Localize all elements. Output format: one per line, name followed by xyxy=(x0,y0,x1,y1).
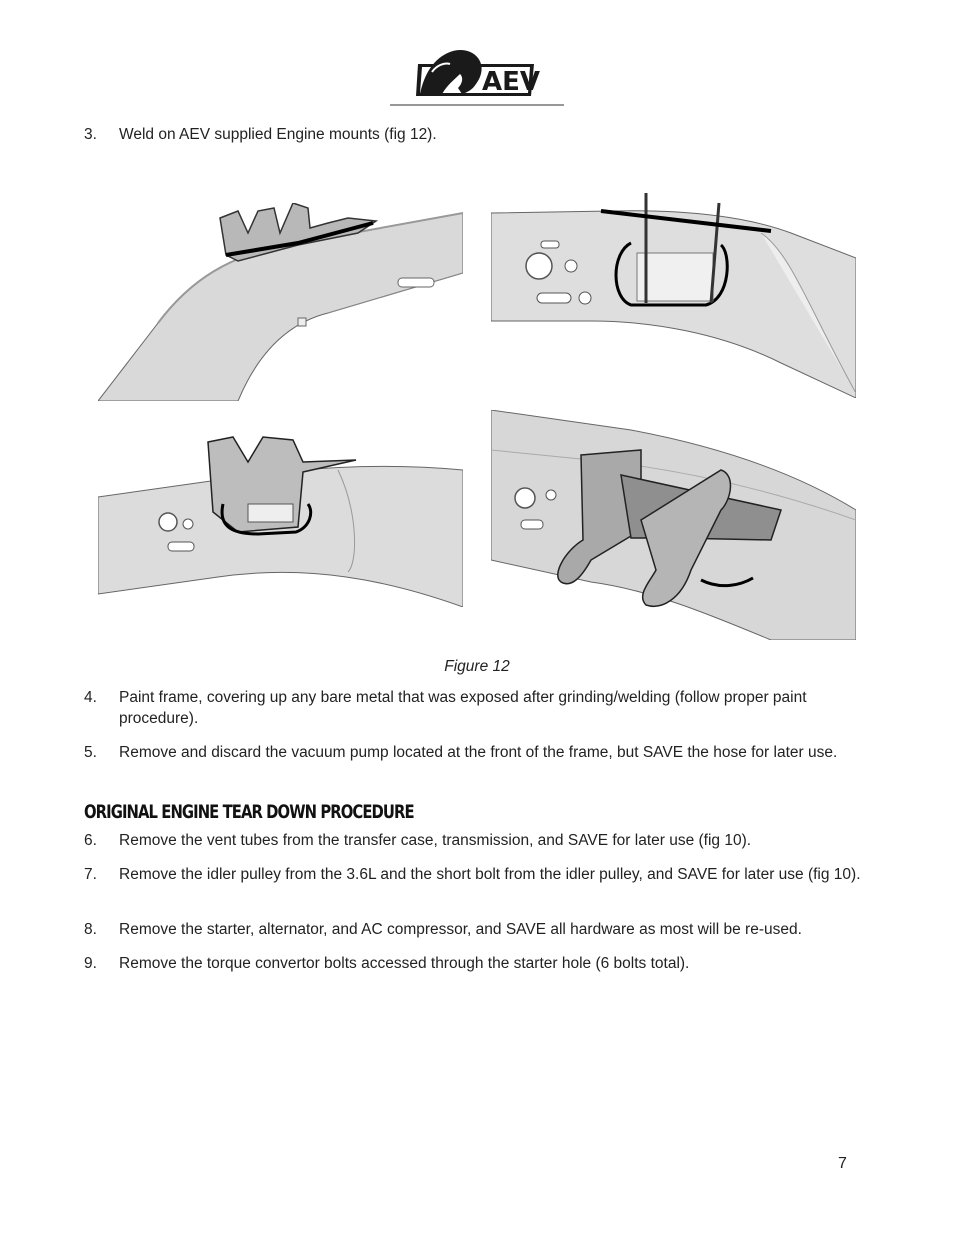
step-number: 4. xyxy=(84,689,97,706)
list-item xyxy=(84,953,874,974)
figure-panel-bottom-left xyxy=(98,432,463,607)
step-text: Remove the starter, alternator, and AC compressor, and SAVE all hardware as most will be re-used. xyxy=(119,921,802,938)
list-item xyxy=(84,742,874,763)
figure-panel-top-left xyxy=(98,203,463,401)
step-text: Remove and discard the vacuum pump located at the front of the frame, but SAVE the hose for later use. xyxy=(119,744,838,761)
page-number: 7 xyxy=(838,1155,847,1172)
figure-panel-top-right xyxy=(491,193,856,398)
step-number: 7. xyxy=(84,866,97,883)
figure-panel-bottom-right xyxy=(491,410,856,640)
step-number: 8. xyxy=(84,921,97,938)
logo-text: AEV xyxy=(482,67,541,97)
step-text: Remove the idler pulley from the 3.6L and the short bolt from the idler pulley, and SAVE for later use (fig 10). xyxy=(119,866,861,883)
list-item xyxy=(84,864,874,885)
list-item xyxy=(84,124,874,145)
section-heading: ORIGINAL ENGINE TEAR DOWN PROCEDURE xyxy=(84,801,414,823)
step-text: Paint frame, covering up any bare metal that was exposed after grinding/welding (follow proper paint procedure). xyxy=(119,689,807,727)
figure-caption: Figure 12 xyxy=(444,658,510,675)
step-text: Remove the torque convertor bolts accessed through the starter hole (6 bolts total). xyxy=(119,955,690,972)
step-number: 9. xyxy=(84,955,97,972)
list-item xyxy=(84,919,874,940)
aev-logo xyxy=(388,44,566,108)
list-item xyxy=(84,687,874,729)
step-text: Weld on AEV supplied Engine mounts (fig 12). xyxy=(119,126,437,143)
list-item xyxy=(84,830,874,851)
step-number: 6. xyxy=(84,832,97,849)
step-number: 5. xyxy=(84,744,97,761)
step-text: Remove the vent tubes from the transfer case, transmission, and SAVE for later use (fig 10). xyxy=(119,832,752,849)
step-number: 3. xyxy=(84,126,97,143)
